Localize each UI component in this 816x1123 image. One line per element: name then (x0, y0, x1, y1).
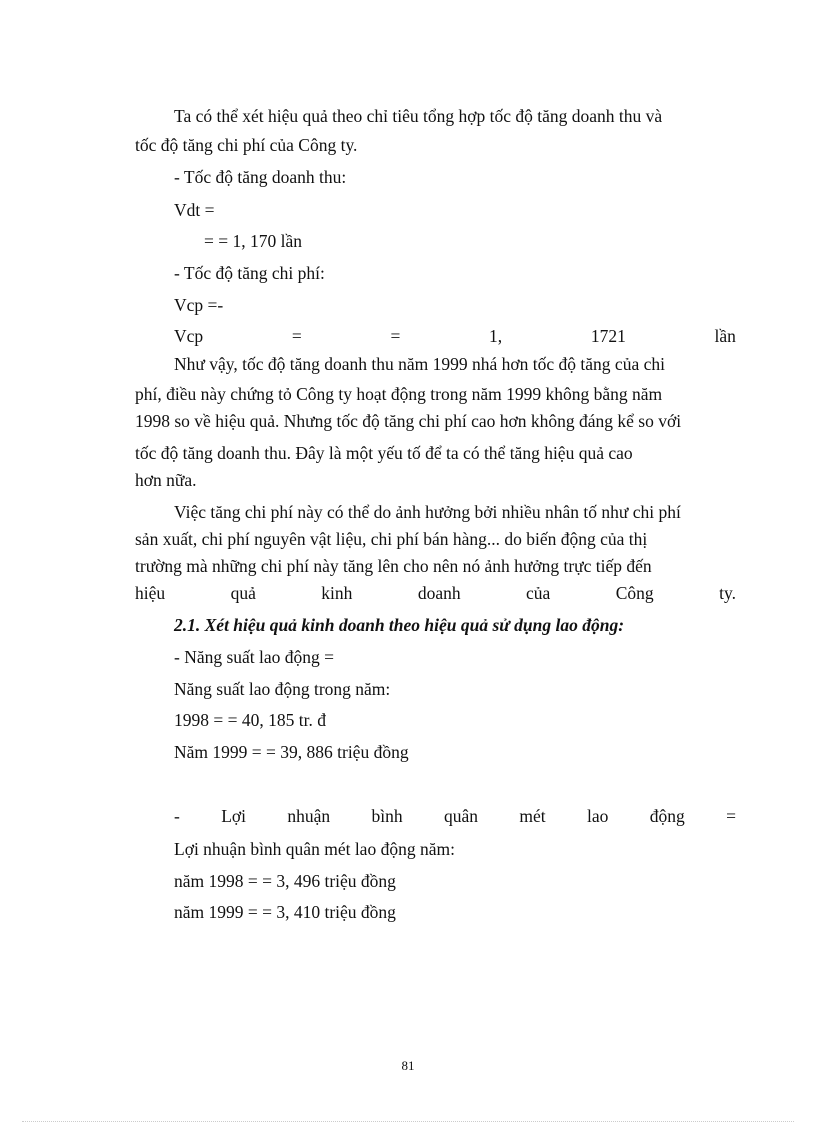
page-bottom-rule (22, 1121, 794, 1122)
profit-label-word: = (726, 806, 736, 826)
profit-1999: năm 1999 = = 3, 410 triệu đồng (174, 902, 396, 922)
paragraph-3-word: hiệu (135, 583, 166, 603)
profit-label-word: động (649, 806, 685, 826)
paragraph-3-line-4 (135, 582, 736, 604)
productivity-label: - Năng suất lao động = (174, 647, 335, 667)
vcp-formula: Vcp =- (174, 295, 224, 315)
profit-label-word: bình (371, 806, 403, 826)
vcp-result-word: Vcp (174, 326, 204, 346)
paragraph-3-word: quả (230, 583, 256, 603)
vcp-result-word: = (291, 326, 302, 346)
profit-label-word: lao (586, 806, 609, 826)
paragraph-3-line-2: sản xuất, chi phí nguyên vật liệu, chi phí bán hàng... do biến động của thị (135, 529, 648, 549)
paragraph-3-word: doanh (417, 583, 461, 603)
profit-label-word: nhuận (287, 806, 331, 826)
vcp-result-word: lần (714, 326, 736, 346)
profit-label-word: Lợi (221, 806, 246, 826)
productivity-1999: Năm 1999 = = 39, 886 triệu đồng (174, 742, 409, 762)
vcp-result-word: = (390, 326, 401, 346)
profit-label-word: mét (519, 806, 546, 826)
paragraph-3-line-3: trường mà những chi phí này tăng lên cho nên nó ảnh hưởng trực tiếp đến (135, 556, 652, 576)
vcp-result-word: 1721 (590, 326, 626, 346)
paragraph-3-word: kinh (321, 583, 353, 603)
profit-1998: năm 1998 = = 3, 496 triệu đồng (174, 871, 396, 891)
productivity-year-label: Năng suất lao động trong năm: (174, 679, 391, 699)
paragraph-3-word: Công (615, 583, 654, 603)
vdt-result: = = 1, 170 lần (204, 231, 302, 251)
profit-year-label: Lợi nhuận bình quân mét lao động năm: (174, 839, 455, 859)
paragraph-1-line-2: tốc độ tăng chi phí của Công ty. (135, 135, 358, 155)
profit-label-word: - (174, 806, 180, 826)
paragraph-2-line-1: Như vậy, tốc độ tăng doanh thu năm 1999 nhá hơn tốc độ tăng của chi (174, 354, 665, 374)
profit-label-line (174, 805, 736, 827)
profit-label-word: quân (443, 806, 479, 826)
vcp-result-line (174, 325, 736, 347)
paragraph-2-line-4: tốc độ tăng doanh thu. Đây là một yếu tố để ta có thể tăng hiệu quả cao (135, 443, 633, 463)
revenue-growth-label: - Tốc độ tăng doanh thu: (174, 167, 347, 187)
paragraph-1-line-1: Ta có thể xét hiệu quả theo chỉ tiêu tổng hợp tốc độ tăng doanh thu và (174, 106, 663, 126)
paragraph-2-line-2: phí, điều này chứng tỏ Công ty hoạt động trong năm 1999 không bằng năm (135, 384, 663, 404)
page-number: 81 (401, 1058, 415, 1073)
paragraph-3-line-1: Việc tăng chi phí này có thể do ảnh hưởng bởi nhiều nhân tố như chi phí (174, 502, 681, 522)
paragraph-2-line-3: 1998 so về hiệu quả. Nhưng tốc độ tăng chi phí cao hơn không đáng kể so với (135, 411, 682, 431)
paragraph-3-word: ty. (719, 583, 736, 603)
paragraph-2-line-5: hơn nữa. (135, 470, 197, 490)
paragraph-3-word: của (526, 583, 551, 603)
productivity-1998: 1998 = = 40, 185 tr. đ (174, 710, 326, 730)
cost-growth-label: - Tốc độ tăng chi phí: (174, 263, 325, 283)
vdt-formula: Vdt = (174, 200, 215, 220)
vcp-result-word: 1, (489, 326, 503, 346)
section-heading: 2.1. Xét hiệu quả kinh doanh theo hiệu quả sử dụng lao động: (174, 615, 625, 635)
